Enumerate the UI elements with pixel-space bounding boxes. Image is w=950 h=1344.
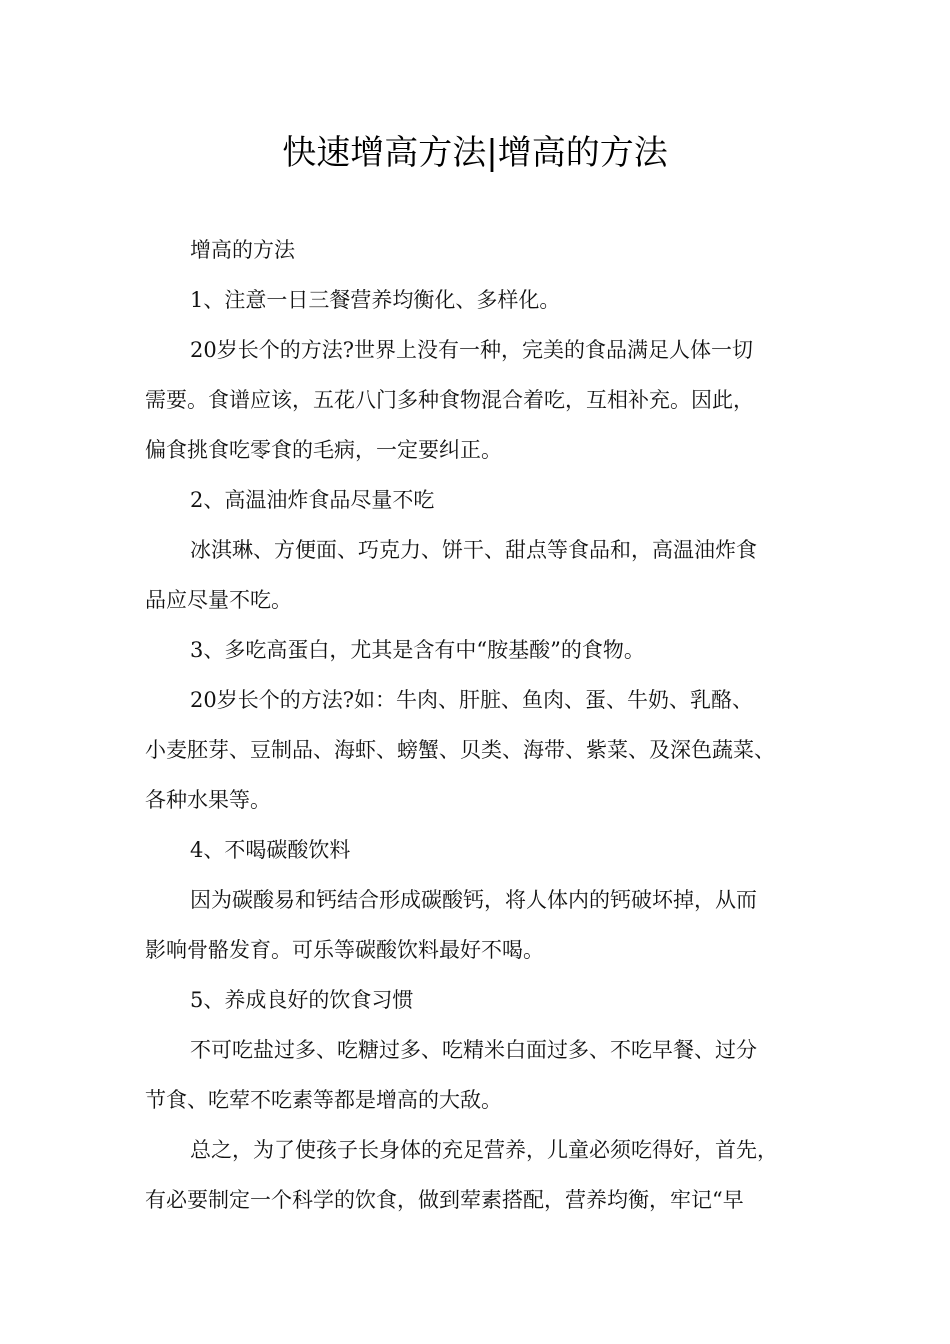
point-heading-4: 4、不喝碳酸饮料 xyxy=(190,838,351,862)
point-heading-2: 2、高温油炸食品尽量不吃 xyxy=(190,488,435,512)
point-heading-5: 5、养成良好的饮食习惯 xyxy=(190,988,414,1012)
paragraph-line: 不可吃盐过多、吃糖过多、吃精米白面过多、不吃早餐、过分 xyxy=(190,1038,757,1062)
paragraph-line: 影响骨骼发育。可乐等碳酸饮料最好不喝。 xyxy=(145,938,544,962)
paragraph-line: 节食、吃荤不吃素等都是增高的大敌。 xyxy=(145,1088,502,1112)
paragraph-line: 品应尽量不吃。 xyxy=(145,588,292,612)
paragraph-line: 20岁长个的方法?如：牛肉、肝脏、鱼肉、蛋、牛奶、乳酪、 xyxy=(190,688,753,712)
paragraph-line: 需要。食谱应该，五花八门多种食物混合着吃，互相补充。因此， xyxy=(145,388,754,412)
paragraph-line: 因为碳酸易和钙结合形成碳酸钙，将人体内的钙破坏掉，从而 xyxy=(190,888,757,912)
paragraph-line: 有必要制定一个科学的饮食，做到荤素搭配，营养均衡，牢记“早 xyxy=(145,1188,744,1212)
document-title: 快速增高方法|增高的方法 xyxy=(282,133,668,173)
point-heading-1: 1、注意一日三餐营养均衡化、多样化。 xyxy=(190,288,561,312)
paragraph-line: 各种水果等。 xyxy=(145,788,271,812)
paragraph-line: 冰淇琳、方便面、巧克力、饼干、甜点等食品和，高温油炸食 xyxy=(190,538,757,562)
paragraph-line: 总之，为了使孩子长身体的充足营养，儿童必须吃得好，首先， xyxy=(190,1138,778,1162)
point-heading-3: 3、多吃高蛋白，尤其是含有中“胺基酸”的食物。 xyxy=(190,638,645,662)
paragraph-line: 小麦胚芽、豆制品、海虾、螃蟹、贝类、海带、紫菜、及深色蔬菜、 xyxy=(145,738,775,762)
section-heading: 增高的方法 xyxy=(190,238,295,262)
paragraph-line: 20岁长个的方法?世界上没有一种，完美的食品满足人体一切 xyxy=(190,338,753,362)
paragraph-line: 偏食挑食吃零食的毛病，一定要纠正。 xyxy=(145,438,502,462)
